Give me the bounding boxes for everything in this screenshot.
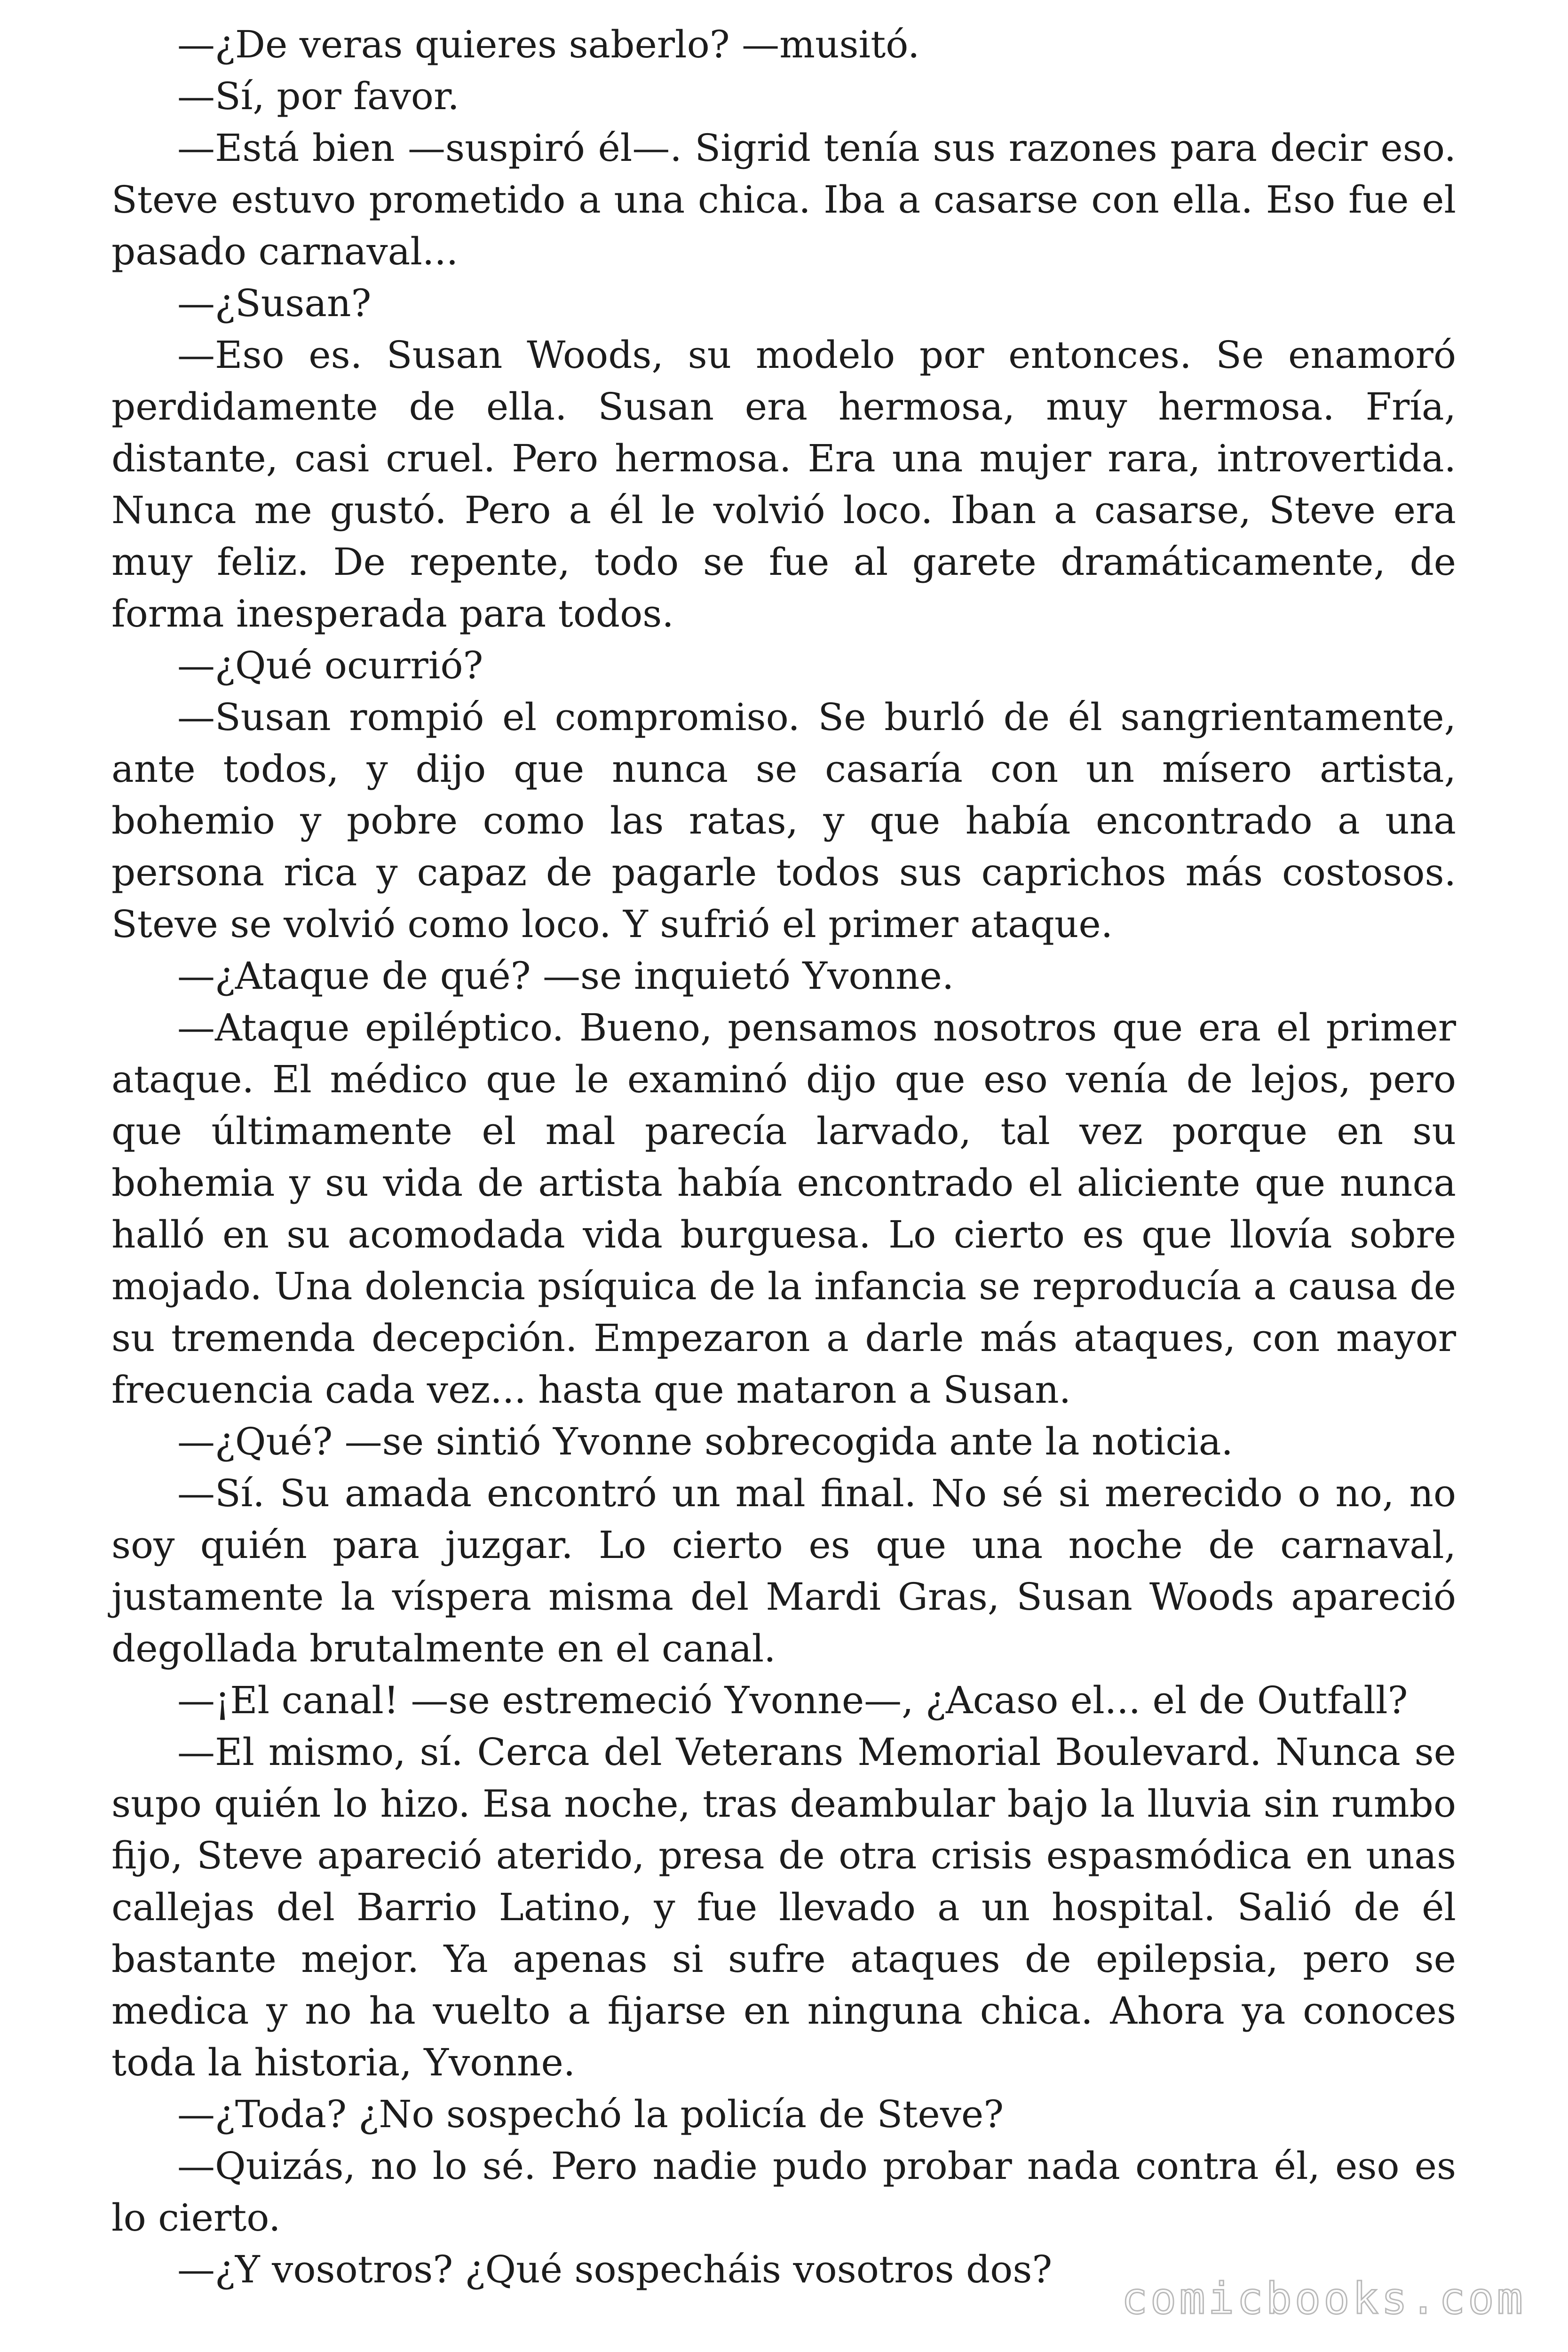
paragraph: —¿Y vosotros? ¿Qué sospecháis vosotros dos? <box>177 2248 1053 2291</box>
paragraph: —Susan rompió el compromiso. Se burló de él sangrientamente, ante todos, y dijo que nunca se casaría con un mísero artista, bohemio y pobre como las ratas, y que había encontrado a una persona rica y capaz de pagarle todos sus caprichos más costosos. Steve se volvió como loco. Y sufrió el primer ataque. <box>111 695 1456 946</box>
paragraph: —Sí, por favor. <box>177 74 459 118</box>
paragraph: —El mismo, sí. Cerca del Veterans Memorial Boulevard. Nunca se supo quién lo hizo. Esa noche, tras deambular bajo la lluvia sin rumbo fijo, Steve apareció aterido, presa de otra crisis espasmódica en unas callejas del Barrio Latino, y fue llevado a un hospital. Salió de él bastante mejor. Ya apenas si sufre ataques de epilepsia, pero se medica y no ha vuelto a fijarse en ninguna chica. Ahora ya conoces toda la historia, Yvonne. <box>111 1730 1456 2084</box>
paragraph: —¡El canal! —se estremeció Yvonne—, ¿Acaso el... el de Outfall? <box>177 1678 1408 1722</box>
paragraph: —¿Qué? —se sintió Yvonne sobrecogida ante la noticia. <box>177 1420 1233 1463</box>
watermark-text: comicbooks.com <box>1121 2273 1526 2324</box>
book-page <box>111 19 1456 2305</box>
paragraph: —Eso es. Susan Woods, su modelo por entonces. Se enamoró perdidamente de ella. Susan era hermosa, muy hermosa. Fría, distante, casi cruel. Pero hermosa. Era una mujer rara, introvertida. Nunca me gustó. Pero a él le volvió loco. Iban a casarse, Steve era muy feliz. De repente, todo se fue al garete dramáticamente, de forma inesperada para todos. <box>111 333 1456 636</box>
paragraph: —Sí. Su amada encontró un mal final. No sé si merecido o no, no soy quién para juzgar. Lo cierto es que una noche de carnaval, justamente la víspera misma del Mardi Gras, Susan Woods apareció degollada brutalmente en el canal. <box>111 1471 1456 1670</box>
paragraph: —¿De veras quieres saberlo? —musitó. <box>177 23 920 66</box>
paragraph: —Ataque epiléptico. Bueno, pensamos nosotros que era el primer ataque. El médico que le examinó dijo que eso venía de lejos, pero que últimamente el mal parecía larvado, tal vez porque en su bohemia y su vida de artista había encontrado el aliciente que nunca halló en su acomodada vida burguesa. Lo cierto es que llovía sobre mojado. Una dolencia psíquica de la infancia se reproducía a causa de su tremenda decepción. Empezaron a darle más ataques, con mayor frecuencia cada vez... hasta que mataron a Susan. <box>111 1006 1456 1412</box>
paragraph: —Quizás, no lo sé. Pero nadie pudo probar nada contra él, eso es lo cierto. <box>111 2144 1456 2240</box>
paragraph: —¿Qué ocurrió? <box>177 644 483 687</box>
paragraph: —¿Ataque de qué? —se inquietó Yvonne. <box>177 954 954 998</box>
paragraph: —Está bien —suspiró él—. Sigrid tenía sus razones para decir eso. Steve estuvo prometido a una chica. Iba a casarse con ella. Eso fue el pasado carnaval... <box>111 126 1456 273</box>
paragraph: —¿Susan? <box>177 281 372 325</box>
paragraph: —¿Toda? ¿No sospechó la policía de Steve? <box>177 2092 1004 2136</box>
